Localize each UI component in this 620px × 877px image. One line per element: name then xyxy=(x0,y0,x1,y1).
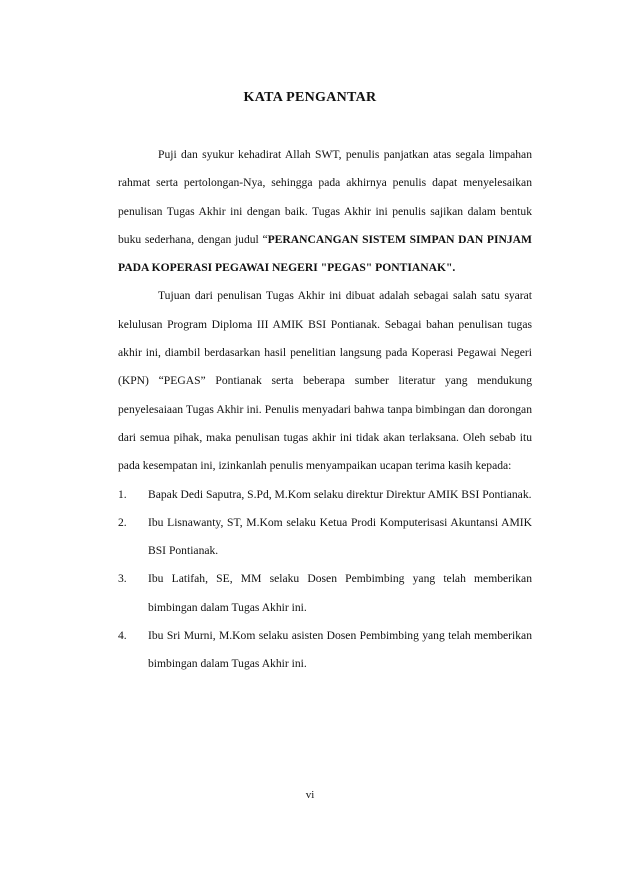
acknowledgement-list xyxy=(118,481,532,679)
list-item xyxy=(118,622,532,679)
list-item xyxy=(118,481,532,509)
list-item xyxy=(118,565,532,622)
purpose-paragraph: Tujuan dari penulisan Tugas Akhir ini dibuat adalah sebagai salah satu syarat kelulusan Program Diploma III AMIK BSI Pontianak. Sebagai bahan penulisan tugas akhir ini, diambil berdasarkan hasil penelitian langsung pada Koperasi Pegawai Negeri (KPN) “PEGAS” Pontianak serta beberapa sumber literatur yang mendukung penyelesaiaan Tugas Akhir ini. Penulis menyadari bahwa tanpa bimbingan dan dorongan dari semua pihak, maka penulisan tugas akhir ini tidak akan terlaksana. Oleh sebab itu pada kesempatan ini, izinkanlah penulis menyampaikan ucapan terima kasih kepada: xyxy=(118,289,532,473)
intro-text: Puji dan syukur kehadirat Allah SWT, penulis panjatkan atas segala limpahan rahmat serta pertolongan-Nya, sehingga pada akhirnya penulis dapat menyelesaikan penulisan Tugas Akhir ini dengan baik. Tugas Akhir ini penulis sajikan dalam bentuk buku sederhana, dengan judul “ xyxy=(118,148,532,246)
list-item-number: 2. xyxy=(118,515,127,529)
list-item-number: 3. xyxy=(118,572,127,586)
list-item-text: Ibu Lisnawanty, ST, M.Kom selaku Ketua Prodi Komputerisasi Akuntansi AMIK BSI Pontianak. xyxy=(148,515,532,558)
document-body xyxy=(118,141,532,679)
list-item-number: 1. xyxy=(118,487,127,501)
list-item-number: 4. xyxy=(118,629,127,643)
list-item-text: Ibu Sri Murni, M.Kom selaku asisten Dosen Pembimbing yang telah memberikan bimbingan dalam Tugas Akhir ini. xyxy=(148,629,532,671)
page-title: KATA PENGANTAR xyxy=(243,90,377,105)
list-item-text: Ibu Latifah, SE, MM selaku Dosen Pembimbing yang telah memberikan bimbingan dalam Tugas Akhir ini. xyxy=(148,572,532,614)
list-item xyxy=(118,509,532,566)
page-number: vi xyxy=(305,789,315,801)
thesis-title: PERANCANGAN SISTEM SIMPAN DAN PINJAM PADA KOPERASI PEGAWAI NEGERI "PEGAS" PONTIANAK". xyxy=(118,232,532,275)
list-item-text: Bapak Dedi Saputra, S.Pd, M.Kom selaku direktur Direktur AMIK BSI Pontianak. xyxy=(148,487,532,501)
intro-paragraph xyxy=(118,141,532,282)
